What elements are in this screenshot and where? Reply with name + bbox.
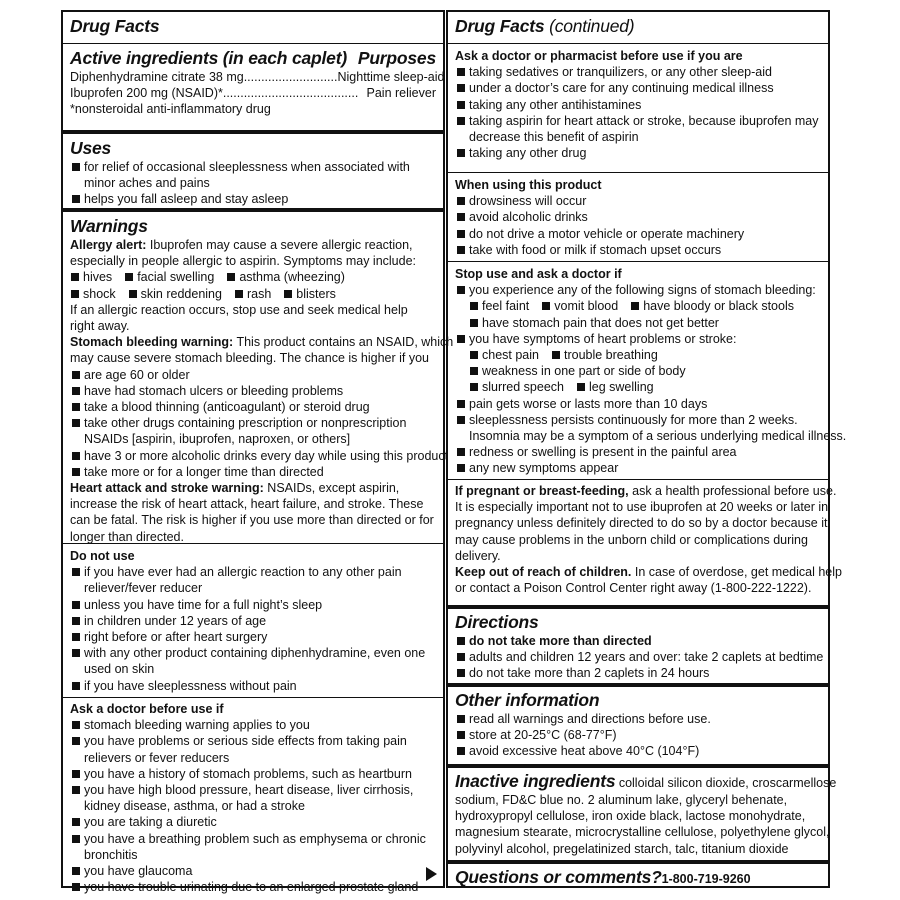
heart-attack-text-4: longer than directed. [70,529,184,544]
inactive-ingredients-text-4: magnesium stearate, microcrystalline cellulose, polyethylene glycol, [455,825,830,840]
when-using-item [455,242,821,258]
other-information-item-line: store at 20-25°C (68-77°F) [469,728,617,743]
do-not-use-item-line: used on skin [84,662,155,677]
stomach-bleeding-item [70,415,436,447]
directions-item [455,665,821,681]
stop-use-list [455,396,847,477]
pregnancy-text-4: may cause problems in the unborn child or complications during [455,532,808,547]
stomach-bleeding-text-2: may cause severe stomach bleeding. The chance is higher if you [70,351,429,366]
when-using-section [448,172,828,260]
symptom-item: skin reddening [128,286,222,302]
symptom-item: blisters [283,286,336,302]
stop-use-item-line: pain gets worse or lasts more than 10 days [469,396,708,411]
symptom-row [70,286,436,302]
do-not-use-item-line: if you have sleeplessness without pain [84,678,297,693]
ask-doctor-item-line: you have problems or serious side effects from taking pain [84,734,407,749]
stop-use-item-line: sleeplessness persists continuously for more than 2 weeks. [469,412,798,427]
heart-attack-text: NSAIDs, except aspirin, [263,481,400,496]
ask-pharmacist-item [455,113,821,145]
do-not-use-item-line: with any other product containing diphenhydramine, even one [84,646,426,661]
do-not-use-item [70,645,436,677]
other-information-item [455,711,821,727]
do-not-use-section [63,543,443,696]
stomach-bleeding-item-line: take more or for a longer time than directed [84,464,324,479]
active-ingredient-list [70,69,445,101]
stomach-bleeding-text: This product contains an NSAID, which [233,335,454,350]
inactive-ingredients-text-3: hydroxypropyl cellulose, iron oxide black, lactose monohydrate, [455,809,806,824]
symptom-item: rash [234,286,271,302]
when-using-list [455,193,821,258]
inactive-ingredients-text-2: sodium, FD&C blue no. 2 aluminum lake, glyceryl behenate, [455,793,788,807]
leader-dots: ....................................... [222,86,359,101]
stomach-bleeding-list [70,367,449,480]
stomach-bleeding-item-line: take other drugs containing prescription or nonprescription [84,416,407,431]
ask-pharmacist-item-line: decrease this benefit of aspirin [469,130,639,145]
ask-doctor-item-line: you have a breathing problem such as emphysema or chronic [84,831,426,846]
directions-section [448,605,828,682]
symptom-item: shock [70,286,116,302]
keep-out-of-reach-label: Keep out of reach of children. [455,565,632,580]
stop-use-bleeding-intro: you experience any of the following signs of stomach bleeding: [455,282,821,298]
ask-doctor-item [70,733,436,765]
when-using-item-line: do not drive a motor vehicle or operate machinery [469,226,745,241]
other-information-section [448,683,828,763]
directions-item-line: do not take more than directed [469,634,652,648]
do-not-use-item-line: unless you have time for a full night’s sleep [84,597,323,612]
active-ingredient-name: Ibuprofen 200 mg (NSAID)* [70,86,223,101]
heart-sign-item: weakness in one part or side of body [469,363,686,379]
active-ingredient-purpose: Pain reliever [366,86,436,101]
ask-pharmacist-item [455,80,821,96]
active-ingredient-name: Diphenhydramine citrate 38 mg [70,70,244,84]
pregnancy-text: ask a health professional before use. [628,484,837,498]
other-information-list [455,711,821,760]
drug-facts-panel-left [61,10,454,895]
do-not-use-item [70,613,436,629]
inactive-ingredients-heading: Inactive ingredients [455,771,616,791]
ask-doctor-item-line: stomach bleeding warning applies to you [84,718,310,733]
ask-doctor-item [70,814,436,830]
stomach-bleeding-item-line: have 3 or more alcoholic drinks every day while using this product [84,448,449,463]
do-not-use-heading: Do not use [70,549,135,563]
active-ingredient-purpose: Nighttime sleep-aid [337,70,445,84]
ask-doctor-item [70,879,436,895]
uses-item [70,191,436,207]
inactive-ingredients-text: colloidal silicon dioxide, croscarmellose [615,776,837,790]
bleeding-sign-item: have bloody or black stools [630,298,794,314]
ask-pharmacist-item-line: taking sedatives or tranquilizers, or any other sleep-aid [469,65,772,80]
ask-doctor-item-line: you are taking a diuretic [84,815,217,830]
questions-heading: Questions or comments? [455,867,662,887]
ask-doctor-item [70,717,436,733]
keep-out-of-reach-text: In case of overdose, get medical help [631,565,842,580]
questions-section [448,860,828,886]
stop-use-item [455,396,821,412]
ask-doctor-item [70,782,436,814]
ask-doctor-item-line: you have a history of stomach problems, such as heartburn [84,766,412,781]
ask-doctor-list [70,717,436,895]
ask-pharmacist-list [455,64,821,161]
ask-doctor-item-line: bronchitis [84,847,138,862]
stomach-bleeding-item [70,464,436,480]
do-not-use-item-line: in children under 12 years of age [84,613,267,628]
uses-list [70,159,436,208]
other-information-heading: Other information [455,690,600,710]
stomach-bleeding-item-line: have had stomach ulcers or bleeding problems [84,383,344,398]
uses-item-line: helps you fall asleep and stay asleep [84,192,289,207]
directions-heading: Directions [455,612,539,632]
stop-use-item [455,460,821,476]
warnings-heading: Warnings [70,216,148,236]
stomach-bleeding-item [70,448,449,464]
continued-label: (continued) [544,16,635,36]
drug-facts-title: Drug Facts [70,16,160,36]
bleeding-sign-item: have stomach pain that does not get better [469,315,719,331]
stop-use-item [455,444,821,460]
symptom-item: asthma (wheezing) [226,269,345,285]
warnings-section [63,208,454,544]
ask-pharmacist-section [448,43,828,171]
other-information-item-line: read all warnings and directions before use. [469,712,711,726]
when-using-item [455,193,821,209]
active-ingredients-heading: Active ingredients (in each caplet) [70,48,347,68]
bleeding-signs-row [455,315,821,331]
heart-attack-label: Heart attack and stroke warning: [70,481,264,496]
bleeding-sign-item: vomit blood [541,298,618,314]
symptom-item: facial swelling [124,269,214,285]
pregnancy-text-5: delivery. [455,548,501,563]
ask-doctor-section [63,697,443,895]
when-using-item [455,226,821,242]
pregnancy-section [448,479,842,604]
directions-item [455,633,821,649]
allergy-alert-text-2: especially in people allergic to aspirin. Symptoms may include: [70,254,416,269]
directions-item-line: adults and children 12 years and over: take 2 caplets at bedtime [469,650,824,665]
do-not-use-item [70,629,436,645]
when-using-item-line: drowsiness will occur [469,194,587,209]
uses-heading: Uses [70,138,112,158]
questions-phone[interactable]: 1-800-719-9260 [661,872,751,886]
continue-arrow-icon [426,867,437,881]
stomach-bleeding-item [70,367,436,383]
active-ingredients-section [63,43,443,129]
do-not-use-item-line: right before or after heart surgery [84,630,268,645]
stop-use-heart-intro: you have symptoms of heart problems or stroke: [455,331,821,347]
heart-attack-text-3: can be fatal. The risk is higher if you use more than directed or for [70,513,434,528]
ask-pharmacist-item-line: taking any other drug [469,146,587,161]
drug-facts-panel-right [446,10,847,888]
ask-doctor-item [70,831,436,863]
heart-signs-row [455,379,821,395]
ask-doctor-item [70,766,436,782]
drug-facts-continued-title: Drug Facts [455,16,545,36]
ask-pharmacist-item [455,97,821,113]
ask-doctor-heading: Ask a doctor before use if [70,702,224,716]
leader-dots: ........................... [243,70,338,84]
do-not-use-item [70,678,436,694]
stop-use-item-line: any new symptoms appear [469,461,619,476]
inactive-ingredients-section [448,764,837,859]
heart-signs-row [455,347,821,363]
ask-doctor-item [70,863,436,879]
other-information-item [455,743,821,759]
allergy-alert-text: Ibuprofen may cause a severe allergic reaction, [146,238,413,252]
stop-use-item-line: redness or swelling is present in the painful area [469,445,737,460]
active-ingredient-row [70,69,445,85]
ask-doctor-item-line: relievers or fever reducers [84,750,230,765]
heart-signs-row [455,363,821,379]
bleeding-sign-item: feel faint [469,298,529,314]
drug-facts-title-section [63,16,443,42]
symptom-row [70,269,436,285]
stop-use-item-line: Insomnia may be a symptom of a serious underlying medical illness. [469,429,847,444]
active-ingredient-row [70,85,436,101]
stomach-bleeding-item-line: are age 60 or older [84,367,190,382]
poison-control-text: or contact a Poison Control Center right away (1-800-222-1222). [455,581,812,596]
stop-use-section [448,261,847,478]
inactive-ingredients-text-5: polyvinyl alcohol, pregelatinized starch, talc, titanium dioxide [455,841,789,856]
do-not-use-item [70,564,436,596]
uses-item [70,159,436,191]
heart-sign-item: trouble breathing [551,347,658,363]
ask-doctor-item-line: kidney disease, asthma, or had a stroke [84,799,305,814]
stomach-bleeding-item [70,399,436,415]
ask-pharmacist-heading: Ask a doctor or pharmacist before use if you are [455,49,743,63]
ask-pharmacist-item [455,64,821,80]
heart-attack-text-2: increase the risk of heart attack, heart failure, and stroke. These [70,497,424,512]
ask-doctor-item-line: you have glaucoma [84,864,193,879]
ask-doctor-item-line: you have trouble urinating due to an enlarged prostate gland [84,880,419,895]
stomach-bleeding-item-line: take a blood thinning (anticoagulant) or steroid drug [84,400,370,415]
ask-pharmacist-item-line: under a doctor’s care for any continuing medical illness [469,81,774,96]
uses-item-line: for relief of occasional sleeplessness when associated with [84,160,410,174]
other-information-item [455,727,821,743]
do-not-use-item-line: if you have ever had an allergic reaction to any other pain [84,565,402,580]
heart-sign-item: chest pain [469,347,539,363]
directions-list [455,633,824,682]
directions-item-line: do not take more than 2 caplets in 24 hours [469,666,710,681]
heart-sign-item: leg swelling [576,379,654,395]
directions-item [455,649,824,665]
allergy-followup-2: right away. [70,319,130,334]
stomach-bleeding-item [70,383,436,399]
other-information-item-line: avoid excessive heat above 40°C (104°F) [469,744,700,759]
purposes-heading: Purposes [357,48,436,68]
pregnancy-label: If pregnant or breast-feeding, [455,484,629,498]
allergy-followup: If an allergic reaction occurs, stop use and seek medical help [70,302,408,317]
heart-sign-item: slurred speech [469,379,564,395]
stop-use-item [455,412,847,444]
uses-item-line: minor aches and pains [84,176,210,191]
nsaid-footnote: *nonsteroidal anti-inflammatory drug [70,102,271,117]
when-using-item [455,209,821,225]
do-not-use-item-line: reliever/fever reducer [84,581,203,596]
do-not-use-item [70,597,436,613]
uses-section [63,130,443,207]
pregnancy-text-3: pregnancy unless definitely directed to do so by a doctor because it [455,516,828,531]
ask-pharmacist-item-line: taking aspirin for heart attack or stroke, because ibuprofen may [469,113,819,128]
do-not-use-list [70,564,436,694]
when-using-item-line: avoid alcoholic drinks [469,210,588,225]
allergy-alert-label: Allergy alert: [70,238,147,252]
when-using-heading: When using this product [455,178,602,192]
pregnancy-text-2: It is especially important not to use ibuprofen at 20 weeks or later in [455,500,829,515]
stomach-bleeding-item-line: NSAIDs [aspirin, ibuprofen, naproxen, or others] [84,432,351,447]
ask-pharmacist-item-line: taking any other antihistamines [469,97,642,112]
ask-pharmacist-item [455,145,821,161]
symptom-item: hives [70,269,112,285]
bleeding-signs-row [455,298,821,314]
stop-use-heading: Stop use and ask a doctor if [455,267,622,281]
drug-facts-continued-title-section [448,16,828,42]
when-using-item-line: take with food or milk if stomach upset occurs [469,242,722,257]
stomach-bleeding-label: Stomach bleeding warning: [70,335,234,350]
ask-doctor-item-line: you have high blood pressure, heart disease, liver cirrhosis, [84,783,414,798]
